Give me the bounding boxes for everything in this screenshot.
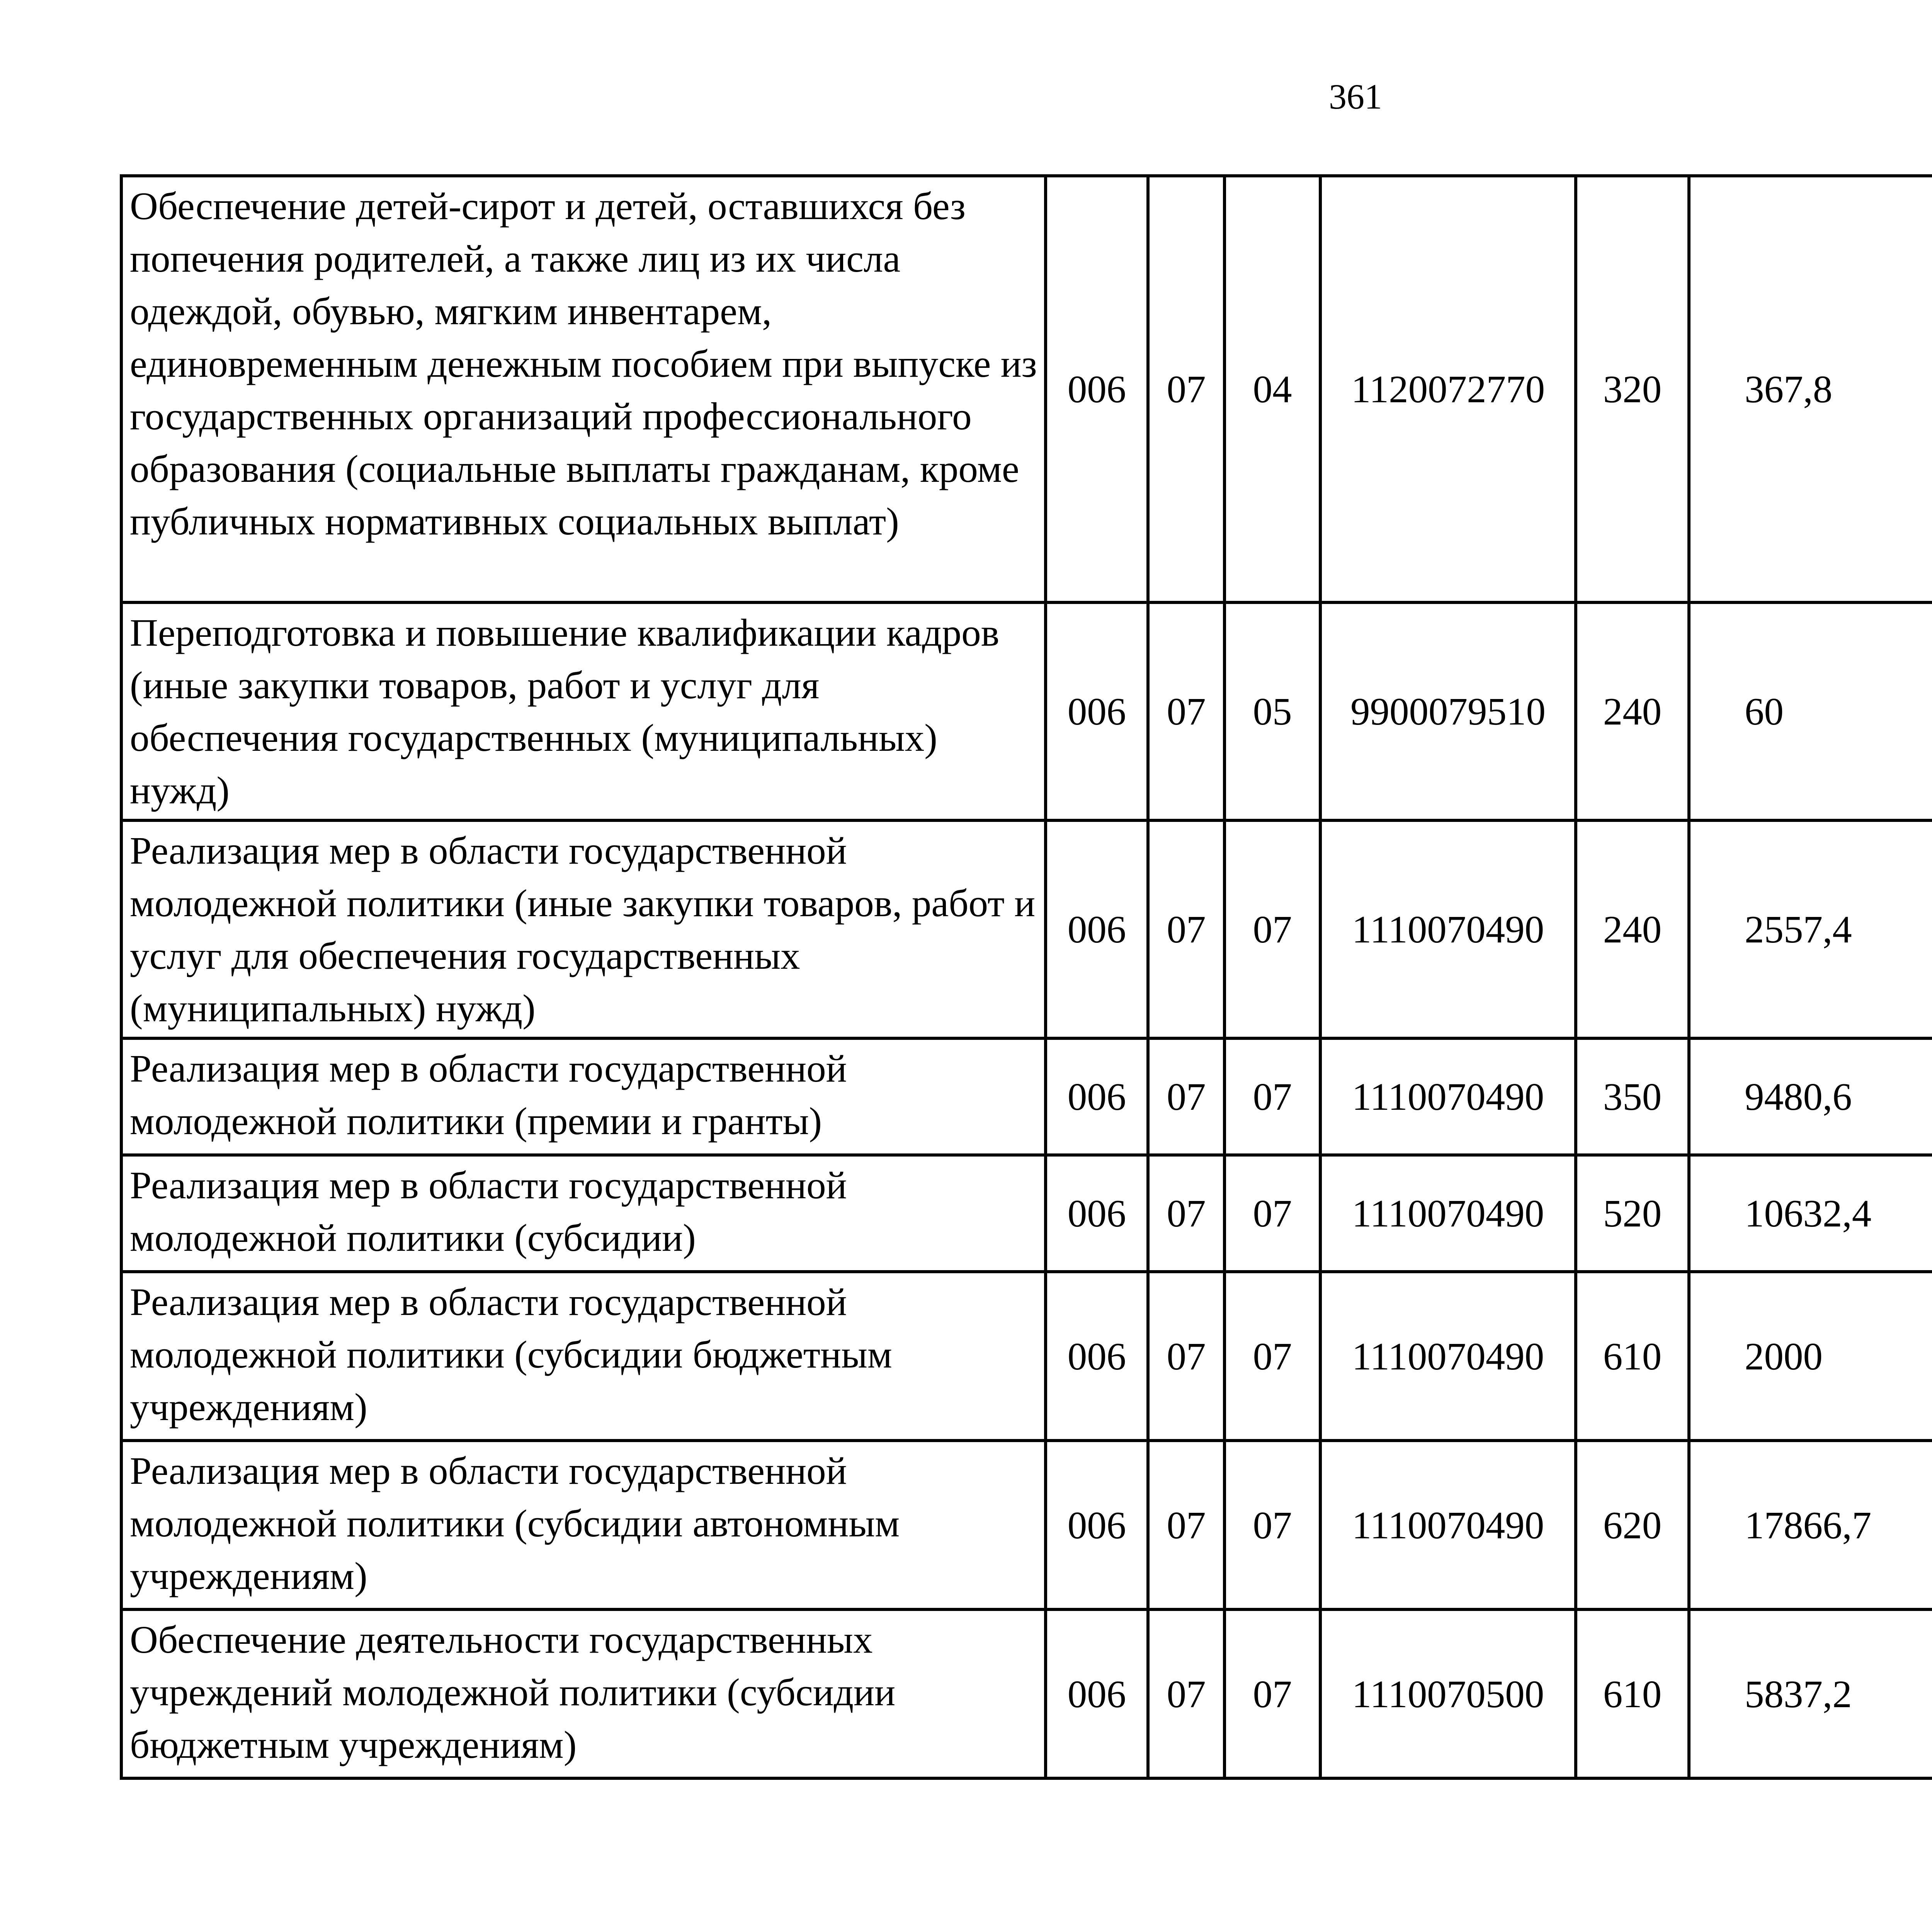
target-article-code: 1110070490 [1320,1441,1576,1609]
amount-year-1: 60 [1689,602,1932,820]
subsection-code: 07 [1225,1038,1320,1155]
row-description: Обеспечение детей-сирот и детей, оставшихся без попечения родителей, а также лиц из их числа одеждой, обувью, мягким инвентарем, единовременным денежным пособием при выпуске из государственных организаций профессионального образования (социальные выплаты гражданам, кроме публичных нормативных социальных выплат) [121,176,1046,602]
row-description: Реализация мер в области государственной молодежной политики (субсидии автономным учреждениям) [121,1441,1046,1609]
ministry-code: 006 [1046,1441,1148,1609]
section-code: 07 [1148,1441,1225,1609]
subsection-code: 07 [1225,1272,1320,1441]
expense-type-code: 240 [1576,602,1689,820]
expense-type-code: 520 [1576,1155,1689,1272]
amount-year-1: 5837,2 [1689,1609,1932,1778]
section-code: 07 [1148,176,1225,602]
expense-type-code: 610 [1576,1609,1689,1778]
page-number: 361 [1329,77,1382,116]
subsection-code: 07 [1225,1155,1320,1272]
target-article-code: 9900079510 [1320,602,1576,820]
section-code: 07 [1148,1038,1225,1155]
section-code: 07 [1148,602,1225,820]
amount-year-1: 10632,4 [1689,1155,1932,1272]
row-description: Переподготовка и повышение квалификации кадров (иные закупки товаров, работ и услуг для обеспечения государственных (муниципальных) нужд) [121,602,1046,820]
section-code: 07 [1148,820,1225,1038]
row-description: Реализация мер в области государственной молодежной политики (иные закупки товаров, работ и услуг для обеспечения государственных (муниципальных) нужд) [121,820,1046,1038]
row-description: Реализация мер в области государственной молодежной политики (премии и гранты) [121,1038,1046,1155]
row-description: Обеспечение деятельности государственных учреждений молодежной политики (субсидии бюджетным учреждениям) [121,1609,1046,1778]
table-row [121,1609,1932,1778]
ministry-code: 006 [1046,1038,1148,1155]
expense-type-code: 610 [1576,1272,1689,1441]
table-row [121,1272,1932,1441]
table-row [121,820,1932,1038]
amount-year-1: 17866,7 [1689,1441,1932,1609]
expense-type-code: 240 [1576,820,1689,1038]
table-row [121,176,1932,602]
expense-type-code: 620 [1576,1441,1689,1609]
table-row [121,602,1932,820]
row-description: Реализация мер в области государственной молодежной политики (субсидии) [121,1155,1046,1272]
row-description: Реализация мер в области государственной молодежной политики (субсидии бюджетным учреждениям) [121,1272,1046,1441]
ministry-code: 006 [1046,176,1148,602]
target-article-code: 1120072770 [1320,176,1576,602]
expense-type-code: 350 [1576,1038,1689,1155]
section-code: 07 [1148,1272,1225,1441]
ministry-code: 006 [1046,1272,1148,1441]
section-code: 07 [1148,1155,1225,1272]
section-code: 07 [1148,1609,1225,1778]
subsection-code: 07 [1225,1609,1320,1778]
ministry-code: 006 [1046,820,1148,1038]
subsection-code: 05 [1225,602,1320,820]
ministry-code: 006 [1046,1609,1148,1778]
target-article-code: 1110070490 [1320,1155,1576,1272]
amount-year-1: 2557,4 [1689,820,1932,1038]
subsection-code: 07 [1225,1441,1320,1609]
budget-table [120,174,1932,1780]
table-row [121,1038,1932,1155]
expense-type-code: 320 [1576,176,1689,602]
amount-year-1: 367,8 [1689,176,1932,602]
table-row [121,1441,1932,1609]
ministry-code: 006 [1046,1155,1148,1272]
amount-year-1: 2000 [1689,1272,1932,1441]
target-article-code: 1110070500 [1320,1609,1576,1778]
ministry-code: 006 [1046,602,1148,820]
target-article-code: 1110070490 [1320,1038,1576,1155]
table-row [121,1155,1932,1272]
target-article-code: 1110070490 [1320,1272,1576,1441]
amount-year-1: 9480,6 [1689,1038,1932,1155]
subsection-code: 07 [1225,820,1320,1038]
subsection-code: 04 [1225,176,1320,602]
target-article-code: 1110070490 [1320,820,1576,1038]
